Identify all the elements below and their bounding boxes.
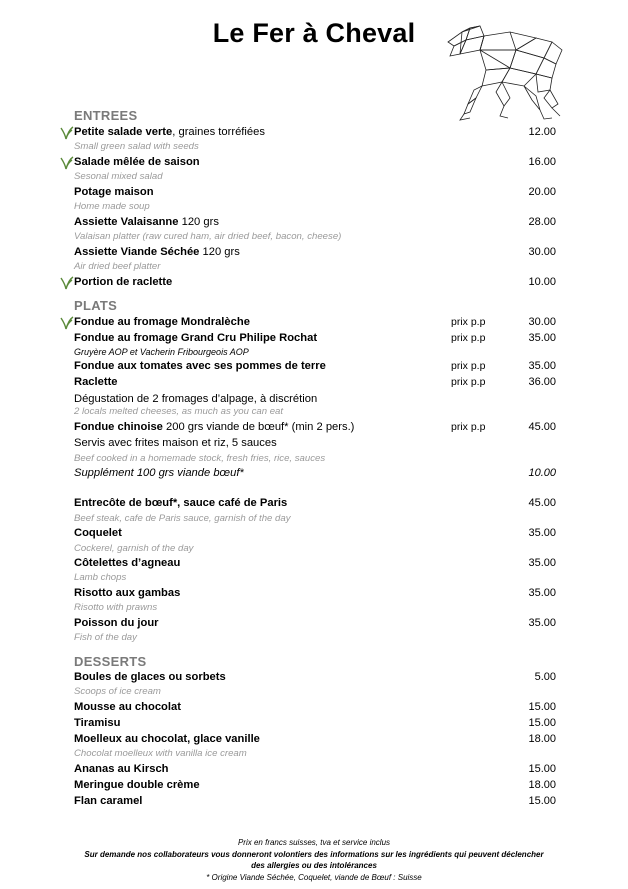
menu-item [0,156,628,172]
menu-item-price: 16.00 [528,156,556,168]
footer-line-4: * Origine Viande Séchée, Coquelet, viande de Bœuf : Suisse [206,873,422,882]
menu-item-name: Supplément 100 grs viande bœuf* [74,467,244,479]
menu-item [0,421,628,437]
menu-item [0,763,628,779]
menu-item-name [74,763,169,775]
menu-item-description: Chocolat moelleux with vanilla ice cream [74,748,247,759]
price-per-person-label: prix p.p [451,332,486,344]
menu-item-price: 10.00 [528,467,556,479]
menu-item-name [74,216,219,228]
menu-item [0,671,628,687]
menu-item-name [74,186,154,198]
menu-item-detail: 120 grs [199,246,240,258]
menu-item-description: Risotto with prawns [74,602,158,613]
menu-item-price: 35.00 [528,332,556,344]
menu-item-description: Beef cooked in a homemade stock, fresh fries, rice, sauces [74,453,326,464]
price-per-person-label: prix p.p [451,421,486,433]
menu-item-title: Moelleux au chocolat, glace vanille [74,733,260,745]
menu-item [0,527,628,543]
menu-item-price: 30.00 [528,246,556,258]
menu-item-title: Portion de raclette [74,276,173,288]
menu-item [0,617,628,633]
menu-item-price: 45.00 [528,497,556,509]
menu-item [0,246,628,262]
menu-item-name [74,126,265,138]
menu-item-detail: Dégustation de 2 fromages d’alpage, à discrétion [74,393,318,405]
menu-item-description: Beef steak, cafe de Paris sauce, garnish of the day [74,513,291,524]
menu-item-description: Small green salad with seeds [74,141,199,152]
vegetarian-leaf-icon [60,126,74,140]
menu-item-name [74,717,120,729]
menu-item-description: Lamb chops [74,572,127,583]
price-per-person-label: prix p.p [451,360,486,372]
menu-item [0,467,628,483]
menu-item-name [74,795,142,807]
menu-item-description: Sesonal mixed salad [74,171,163,182]
menu-item [0,587,628,603]
menu-item-price: 15.00 [528,717,556,729]
menu-item [0,557,628,573]
menu-item-detail: Servis avec frites maison et riz, 5 sauces [74,437,277,449]
vegetarian-leaf-icon [60,276,74,290]
menu-item-detail: 120 grs [178,216,219,228]
menu-item-price: 15.00 [528,763,556,775]
menu-item-price: 35.00 [528,587,556,599]
menu-item-price: 35.00 [528,527,556,539]
menu-item-name [74,779,200,791]
menu-item-price: 35.00 [528,557,556,569]
menu-item-price: 10.00 [528,276,556,288]
menu-item-title: Tiramisu [74,717,121,729]
menu-item-price: 35.00 [528,617,556,629]
section-title-plats: PLATS [74,298,118,313]
menu-item-title: Meringue double crème [74,779,200,791]
menu-item-description: Air dried beef platter [74,261,161,272]
menu-item-name [74,733,260,745]
vegetarian-leaf-icon [60,156,74,170]
menu-item-title: Salade mêlée de saison [74,156,200,168]
menu-item-price: 28.00 [528,216,556,228]
menu-item-title: Poisson du jour [74,617,159,629]
menu-item [0,795,628,811]
menu-item-price: 18.00 [528,779,556,791]
section-title-entrees: ENTREES [74,108,138,123]
footer-line-1: Prix en francs suisses, tva et service inclus [237,838,391,847]
menu-item-title: Boules de glaces ou sorbets [74,671,226,683]
menu-item-detail: 200 grs viande de bœuf* (min 2 pers.) [162,421,355,433]
menu-item-name [74,497,287,509]
menu-item-description: Scoops of ice cream [74,686,161,697]
menu-item-title: Côtelettes d’agneau [74,557,181,569]
menu-item-name [74,246,240,258]
menu-item-description: Fish of the day [74,632,137,643]
menu-item-name [74,421,354,433]
menu-item-title: Potage maison [74,186,154,198]
menu-item-name [74,527,122,539]
menu-item-description: Gruyère AOP et Vacherin Fribourgeois AOP [74,347,249,357]
menu-item-title: Fondue aux tomates avec ses pommes de terre [74,360,326,372]
menu-item-detail: , graines torréfiées [172,126,265,138]
menu-item-title: Fondue chinoise [74,421,163,433]
menu-item [0,126,628,142]
menu-item-title: Entrecôte de bœuf*, sauce café de Paris [74,497,288,509]
menu-item-name [74,557,180,569]
menu-item-title: Coquelet [74,527,122,539]
menu-item-price: 35.00 [528,360,556,372]
menu-item-description: Cockerel, garnish of the day [74,543,194,554]
menu-item-price: 45.00 [528,421,556,433]
menu-item-title: Fondue au fromage Mondralèche [74,316,250,328]
menu-item-title: Raclette [74,376,118,388]
menu-item-price: 5.00 [534,671,556,683]
menu-item-price: 15.00 [528,701,556,713]
menu-item-name [74,316,250,328]
menu-item-title: Mousse au chocolat [74,701,181,713]
restaurant-title: Le Fer à Cheval [212,18,416,48]
vegetarian-leaf-icon [60,316,74,330]
menu-item [0,316,628,332]
menu-item [0,437,628,453]
menu-item-name [74,156,200,168]
menu-item-description: Home made soup [74,201,150,212]
menu-item-price: 36.00 [528,376,556,388]
menu-item [0,186,628,202]
menu-item-title: Flan caramel [74,795,143,807]
menu-item-name [74,587,180,599]
menu-item-description: 2 locals melted cheeses, as much as you can eat [74,406,284,417]
geometric-horse-icon [440,20,566,122]
menu-item-title: Assiette Valaisanne [74,216,179,228]
menu-item [0,216,628,232]
menu-item-price: 12.00 [528,126,556,138]
menu-item-name [74,360,326,372]
menu-item [0,701,628,717]
menu-item-price: 20.00 [528,186,556,198]
footer-line-2: Sur demande nos collaborateurs vous donneront volontiers des informations sur les ingrédients qui peuvent déclencher [84,850,544,859]
menu-item-name [74,701,181,713]
menu-item [0,376,628,392]
menu-item-name [74,276,172,288]
menu-item-name [74,376,118,388]
menu-item-price: 30.00 [528,316,556,328]
menu-item-title: Petite salade verte [74,126,173,138]
menu-item [0,733,628,749]
menu-item-title: Risotto aux gambas [74,587,181,599]
footer-line-3: des allergies ou des intolérances [251,861,377,870]
menu-item-price: 18.00 [528,733,556,745]
menu-item [0,779,628,795]
menu-item-title: Fondue au fromage Grand Cru Philipe Rochat [74,332,318,344]
menu-item-name [74,437,277,449]
menu-item-name [74,671,226,683]
menu-item-name [74,617,159,629]
price-per-person-label: prix p.p [451,316,486,328]
price-per-person-label: prix p.p [451,376,486,388]
menu-item-name [74,332,317,344]
menu-item-price: 15.00 [528,795,556,807]
menu-item-name [74,393,317,405]
section-title-desserts: DESSERTS [74,654,147,669]
menu-item-title: Ananas au Kirsch [74,763,169,775]
menu-item [0,360,628,376]
menu-item-title: Assiette Viande Séchée [74,246,200,258]
menu-item [0,276,628,292]
menu-item [0,497,628,513]
menu-item [0,332,628,348]
menu-item [0,717,628,733]
menu-item-description: Valaisan platter (raw cured ham, air dried beef, bacon, cheese) [74,231,342,242]
